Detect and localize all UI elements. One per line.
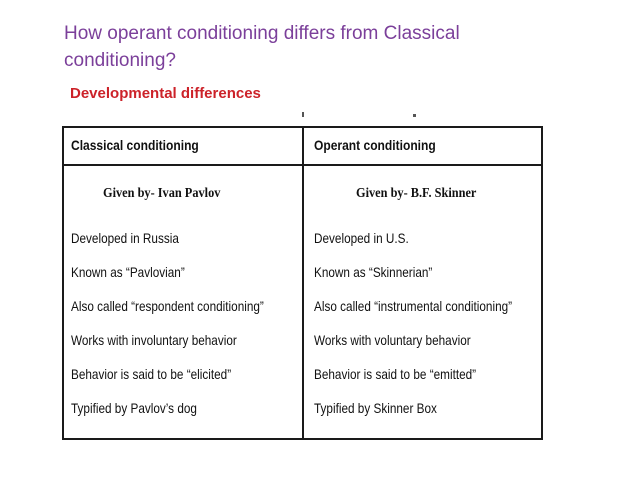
slide-subtitle: Developmental differences xyxy=(70,85,261,102)
classical-row-behavior-said: Behavior is said to be “elicited” xyxy=(71,366,232,382)
given-by-classical: Given by- Ivan Pavlov xyxy=(103,186,221,201)
given-by-operant: Given by- B.F. Skinner xyxy=(356,186,477,201)
header-divider xyxy=(64,164,541,166)
operant-row-also-called: Also called “instrumental conditioning” xyxy=(314,298,513,314)
header-operant: Operant conditioning xyxy=(314,137,436,153)
operant-row-behavior-type: Works with voluntary behavior xyxy=(314,332,471,348)
operant-row-origin: Developed in U.S. xyxy=(314,230,409,246)
operant-row-known-as: Known as “Skinnerian” xyxy=(314,264,433,280)
classical-row-typified: Typified by Pavlov’s dog xyxy=(71,400,197,416)
header-classical: Classical conditioning xyxy=(71,137,199,153)
classical-row-known-as: Known as “Pavlovian” xyxy=(71,264,185,280)
classical-row-origin: Developed in Russia xyxy=(71,230,179,246)
classical-row-also-called: Also called “respondent conditioning” xyxy=(71,298,264,314)
column-divider xyxy=(302,128,304,438)
comparison-table xyxy=(62,126,543,440)
operant-row-typified: Typified by Skinner Box xyxy=(314,400,437,416)
scan-artifact xyxy=(300,112,430,120)
slide-title: How operant conditioning differs from Classical conditioning? xyxy=(64,23,460,71)
operant-row-behavior-said: Behavior is said to be “emitted” xyxy=(314,366,477,382)
classical-row-behavior-type: Works with involuntary behavior xyxy=(71,332,237,348)
